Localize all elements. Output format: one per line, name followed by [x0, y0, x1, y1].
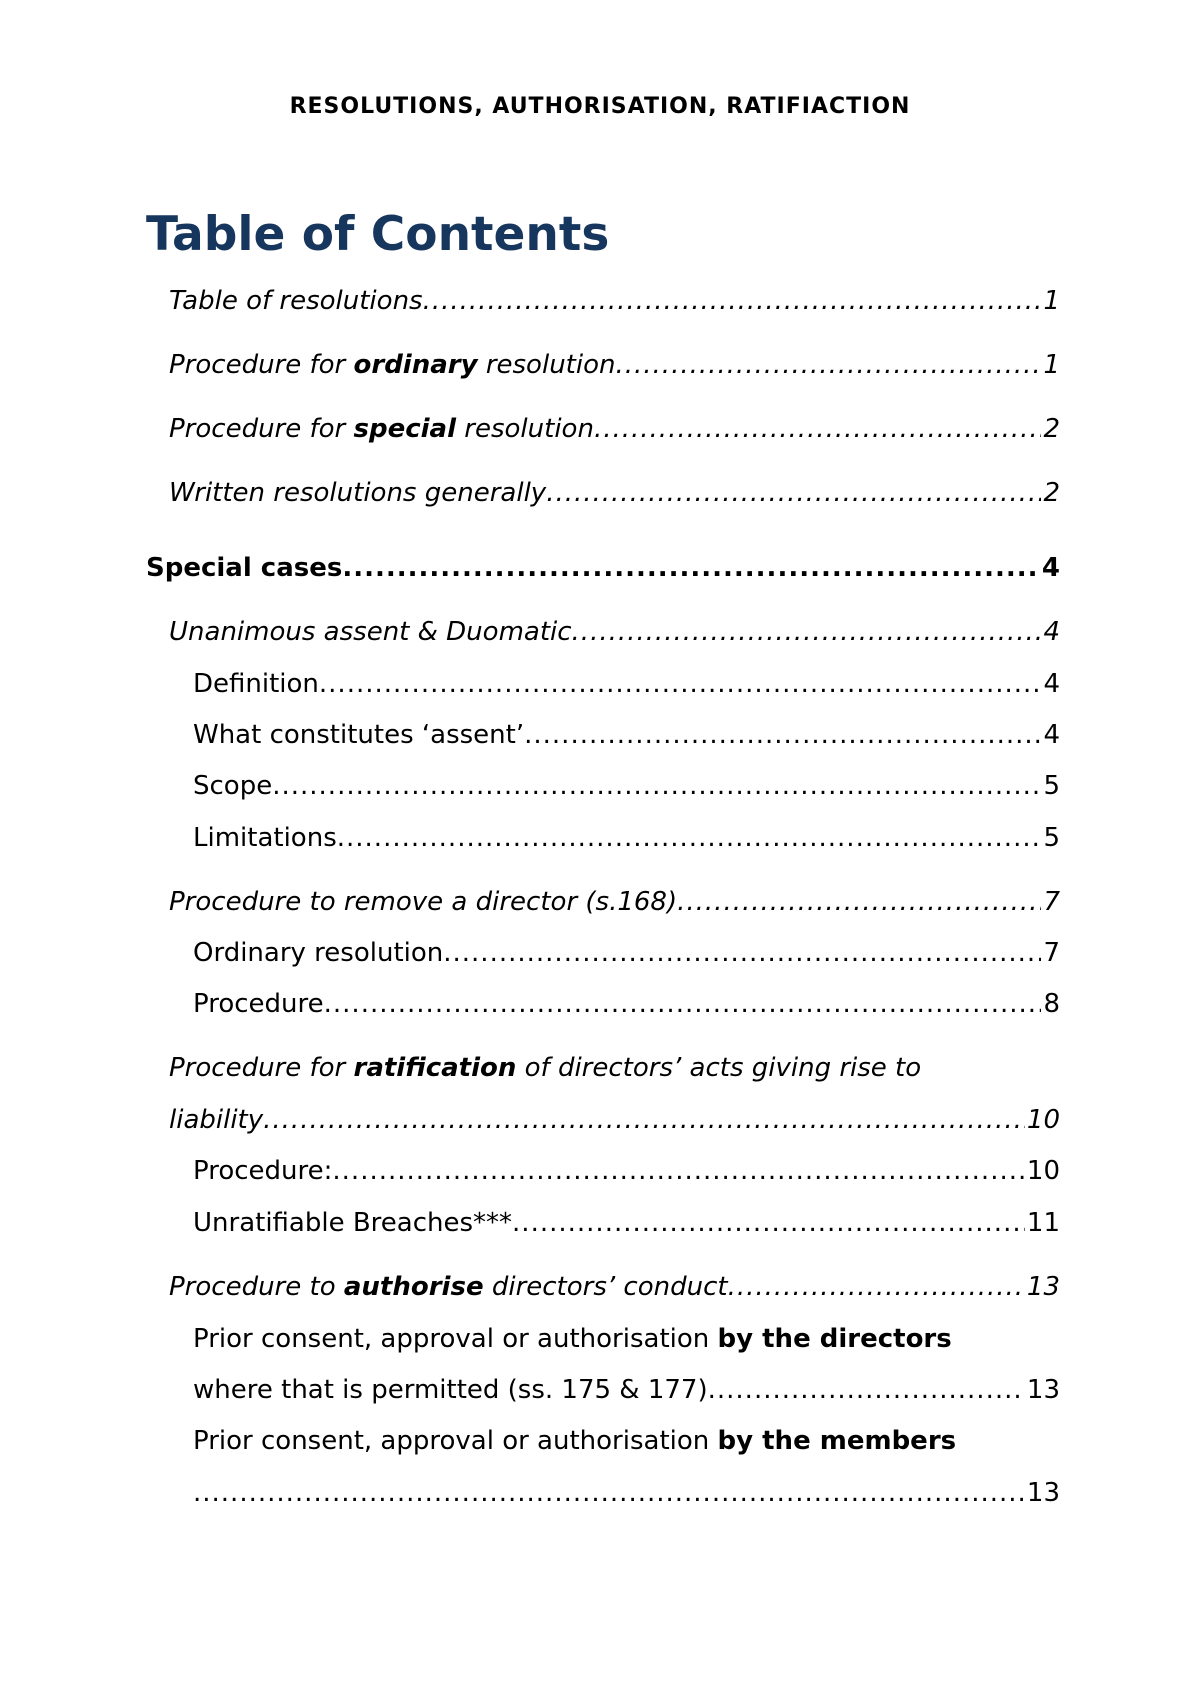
toc-entry-ordinary-resolution-sub[interactable]	[193, 936, 1060, 970]
toc-entry-label: Procedure for special resolution	[169, 414, 594, 444]
toc-entry-label: Limitations	[193, 823, 337, 853]
dot-leader	[443, 936, 1041, 970]
toc-entry-label: Procedure:	[193, 1156, 333, 1186]
dot-leader	[677, 885, 1041, 919]
toc-entry-written-resolutions[interactable]	[169, 476, 1060, 510]
toc-entry-by-members-line1[interactable]: Prior consent, approval or authorisation by the members	[193, 1426, 957, 1456]
dot-leader	[423, 284, 1042, 318]
toc-entry-procedure[interactable]	[193, 987, 1060, 1021]
toc-entry-label: Unratifiable Breaches***	[193, 1208, 513, 1238]
toc-page-number: 13	[1026, 1272, 1060, 1302]
toc-entry-label: where that is permitted (ss. 175 & 177)	[193, 1375, 708, 1405]
dot-leader	[332, 1154, 1025, 1188]
toc-entry-unratifiable-breaches[interactable]	[193, 1206, 1060, 1240]
toc-page-number: 4	[1043, 669, 1060, 699]
toc-entry-label: Unanimous assent & Duomatic	[169, 617, 572, 647]
dot-leader	[193, 1476, 1025, 1510]
toc-page-number: 8	[1043, 989, 1060, 1019]
toc-page-number: 7	[1043, 887, 1060, 917]
toc-entry-label: Definition	[193, 669, 319, 699]
toc-entry-ratification[interactable]	[169, 1103, 1060, 1137]
toc-entry-label: Special cases	[146, 553, 343, 583]
dot-leader	[272, 769, 1041, 803]
toc-entry-by-directors[interactable]	[193, 1373, 1060, 1407]
toc-entry-special-cases[interactable]	[146, 551, 1060, 585]
toc-page-number: 4	[1043, 720, 1060, 750]
toc-entry-table-of-resolutions[interactable]	[169, 284, 1060, 318]
toc-entry-label: Procedure for ordinary resolution	[169, 350, 616, 380]
toc-page-number: 10	[1026, 1105, 1060, 1135]
toc-page-number: 5	[1043, 771, 1060, 801]
toc-page-number: 1	[1043, 286, 1060, 316]
toc-page-number: 4	[1041, 553, 1060, 583]
dot-leader	[572, 615, 1042, 649]
dot-leader	[524, 718, 1041, 752]
dot-leader	[263, 1103, 1025, 1137]
toc-entry-ratification-line1[interactable]: Procedure for ratification of directors’ acts giving rise to	[169, 1053, 922, 1083]
dot-leader	[512, 1206, 1025, 1240]
toc-entry-definition[interactable]	[193, 667, 1060, 701]
dot-leader	[337, 821, 1042, 855]
dot-leader	[708, 1373, 1025, 1407]
dot-leader	[594, 412, 1042, 446]
toc-entry-label: Procedure to remove a director (s.168)	[169, 887, 678, 917]
toc-entry-ratification-procedure[interactable]	[193, 1154, 1060, 1188]
dot-leader	[615, 348, 1041, 382]
running-header: RESOLUTIONS, AUTHORISATION, RATIFIACTION	[289, 94, 911, 119]
toc-entry-label: Table of resolutions	[169, 286, 423, 316]
toc-entry-by-members[interactable]	[193, 1476, 1060, 1510]
toc-entry-authorise-conduct[interactable]	[169, 1270, 1060, 1304]
toc-entry-label: Written resolutions generally	[169, 478, 547, 508]
toc-page-number: 4	[1043, 617, 1060, 647]
toc-entry-limitations[interactable]	[193, 821, 1060, 855]
dot-leader	[342, 551, 1040, 585]
toc-entry-unanimous-assent[interactable]	[169, 615, 1060, 649]
toc-entry-label: What constitutes ‘assent’	[193, 720, 525, 750]
toc-entry-label: Procedure	[193, 989, 324, 1019]
toc-page-number: 11	[1026, 1208, 1060, 1238]
toc-entry-label: Procedure to authorise directors’ conduct	[169, 1272, 728, 1302]
toc-entry-by-directors-line1[interactable]: Prior consent, approval or authorisation by the directors	[193, 1324, 952, 1354]
toc-entry-ordinary-resolution[interactable]	[169, 348, 1060, 382]
toc-page-number: 2	[1043, 478, 1060, 508]
toc-title: Table of Contents	[146, 207, 610, 262]
toc-entry-label: liability	[169, 1105, 264, 1135]
dot-leader	[319, 667, 1042, 701]
toc-page-number: 10	[1026, 1156, 1060, 1186]
dot-leader	[546, 476, 1041, 510]
toc-page-number: 13	[1026, 1478, 1060, 1508]
toc-entry-label: Scope	[193, 771, 273, 801]
toc-entry-label: Ordinary resolution	[193, 938, 444, 968]
toc-page-number: 1	[1043, 350, 1060, 380]
toc-entry-what-constitutes-assent[interactable]	[193, 718, 1060, 752]
toc-entry-scope[interactable]	[193, 769, 1060, 803]
dot-leader	[324, 987, 1042, 1021]
toc-page-number: 2	[1043, 414, 1060, 444]
toc-page-number: 5	[1043, 823, 1060, 853]
dot-leader	[728, 1270, 1025, 1304]
toc-entry-remove-director[interactable]	[169, 885, 1060, 919]
toc-page-number: 13	[1026, 1375, 1060, 1405]
toc-entry-special-resolution[interactable]	[169, 412, 1060, 446]
toc-page-number: 7	[1043, 938, 1060, 968]
